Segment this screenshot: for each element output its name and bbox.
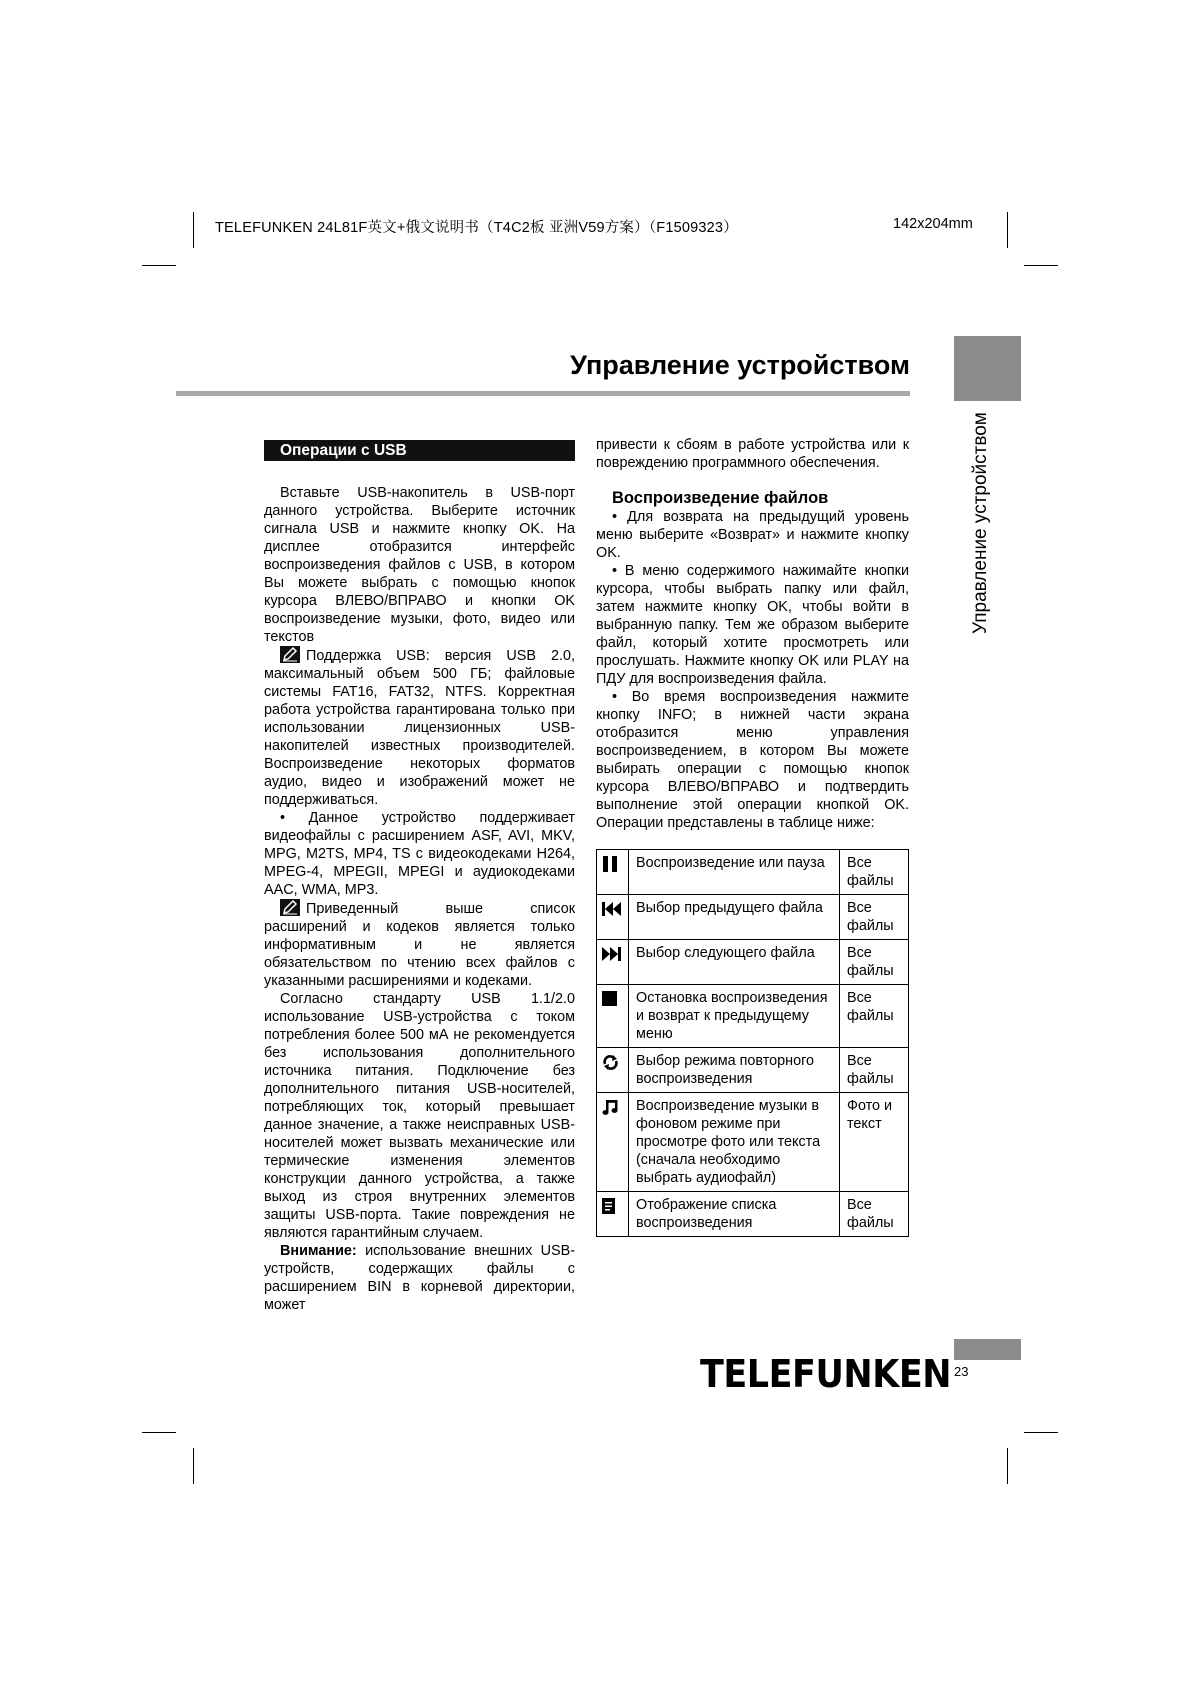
icon-cell — [597, 940, 629, 985]
bullet-item: • Во время воспроизведения нажмите кнопку INFO; в нижней части экрана отобразится меню управления воспроизведением, в котором Вы можете выбирать операции с помощью кнопок курсора ВЛЕВО/ВПРАВО и подтвердить выполнение этой операции кнопкой OK. Операции представлены в таблице ниже: — [596, 689, 909, 831]
action-cell: Остановка воспроизведения и возврат к предыдущему меню — [629, 985, 840, 1048]
side-tab-label: Управление устройством — [970, 412, 991, 634]
previous-icon — [602, 901, 622, 917]
page-number: 23 — [954, 1364, 969, 1379]
crop-mark — [193, 1448, 194, 1484]
warning-label: Внимание: — [280, 1243, 357, 1259]
power-paragraph: Согласно стандарту USB 1.1/2.0 использование USB-устройства с током потребления более 500 мА не рекомендуется без использования дополнительного источника питания. Подключение без дополнительного питания USB-носителей, потребляющих ток, который превышает данное значение, а также неисправных USB-носителей может вызвать механические или термические изменения элементов конструкции данного устройства, а также выход из строя внутренних элементов защиты USB-порта. Такие повреждения не являются гарантийным случаем. — [264, 991, 575, 1241]
crop-mark — [1024, 1432, 1058, 1433]
table-row — [597, 850, 909, 895]
crop-mark — [1007, 1448, 1008, 1484]
icon-cell — [597, 985, 629, 1048]
stop-icon — [602, 991, 618, 1007]
section-title: Операции с USB — [264, 440, 575, 461]
note-paragraph: Приведенный выше список расширений и кодеков является только информативным и не является обязательством по чтению всех файлов с указанными расширениями и кодеками. — [264, 901, 575, 989]
next-icon — [602, 946, 622, 962]
print-header: TELEFUNKEN 24L81F英文+俄文说明书（T4C2板 亚洲V59方案）（F1509323） — [215, 220, 738, 236]
operations-table — [596, 849, 909, 1237]
icon-cell — [597, 1048, 629, 1093]
playlist-icon — [602, 1198, 617, 1215]
bullet-item: • В меню содержимого нажимайте кнопки курсора, чтобы выбрать папку или файл, затем нажмите кнопку OK, чтобы войти в выбранную папку. Тем же образом выберите файл, который хотите просмотреть или прослушать. Нажмите кнопку OK или PLAY на ПДУ для воспроизведения файла. — [596, 563, 909, 687]
action-cell: Отображение списка воспроизведения — [629, 1192, 840, 1237]
files-cell: Все файлы — [840, 850, 909, 895]
subheading: Воспроизведение файлов — [612, 489, 829, 507]
files-cell: Фото и текст — [840, 1093, 909, 1192]
page-title: Управление устройством — [570, 350, 910, 380]
files-cell: Все файлы — [840, 1192, 909, 1237]
side-tab — [954, 336, 1021, 401]
note-icon — [280, 646, 300, 663]
warning-paragraph: Внимание: использование внешних USB-устройств, содержащих файлы с расширением BIN в корневой директории, может — [264, 1243, 575, 1313]
table-row — [597, 940, 909, 985]
action-cell: Выбор режима повторного воспроизведения — [629, 1048, 840, 1093]
codec-bullet: • Данное устройство поддерживает видеофайлы с расширением ASF, AVI, MKV, MPG, M2TS, MP4, TS с видеокодеками H264, MPEG-4, MPEGII, MPEGI и аудиокодеками AAC, WMA, MP3. — [264, 810, 575, 898]
note-icon — [280, 899, 300, 916]
title-rule — [176, 391, 910, 396]
print-size: 142x204mm — [893, 216, 973, 232]
crop-mark — [1007, 212, 1008, 248]
files-cell: Все файлы — [840, 985, 909, 1048]
right-column — [596, 436, 909, 832]
table-row — [597, 985, 909, 1048]
left-column — [264, 484, 575, 1314]
action-cell: Воспроизведение музыки в фоновом режиме при просмотре фото или текста (сначала необходимо выбрать аудиофайл) — [629, 1093, 840, 1192]
continuation-paragraph: привести к сбоям в работе устройства или к повреждению программного обеспечения. — [596, 437, 909, 471]
action-cell: Воспроизведение или пауза — [629, 850, 840, 895]
brand-logo: TELEFUNKEN — [700, 1352, 952, 1396]
repeat-icon — [602, 1054, 619, 1071]
table-row — [597, 1048, 909, 1093]
table-row — [597, 1192, 909, 1237]
page-tab — [954, 1339, 1021, 1360]
icon-cell — [597, 1192, 629, 1237]
action-cell: Выбор следующего файла — [629, 940, 840, 985]
icon-cell — [597, 895, 629, 940]
crop-mark — [193, 212, 194, 248]
crop-mark — [1024, 265, 1058, 266]
files-cell: Все файлы — [840, 1048, 909, 1093]
crop-mark — [142, 265, 176, 266]
music-icon — [602, 1099, 619, 1116]
crop-mark — [142, 1432, 176, 1433]
icon-cell — [597, 1093, 629, 1192]
play-pause-icon — [602, 856, 619, 873]
action-cell: Выбор предыдущего файла — [629, 895, 840, 940]
icon-cell — [597, 850, 629, 895]
table-row — [597, 1093, 909, 1192]
bullet-item: • Для возврата на предыдущий уровень меню выберите «Возврат» и нажмите кнопку OK. — [596, 509, 909, 561]
intro-paragraph: Вставьте USB-накопитель в USB-порт данного устройства. Выберите источник сигнала USB и нажмите кнопку OK. На дисплее отобразится интерфейс воспроизведения файлов с USB, в котором Вы можете выбрать с помощью кнопок курсора ВЛЕВО/ВПРАВО и кнопки OK воспроизведение музыки, фото, видео или текстов — [264, 485, 575, 645]
note-paragraph: Поддержка USB: версия USB 2.0, максимальный объем 500 ГБ; файловые системы FAT16, FAT32, NTFS. Корректная работа устройства гарантирована только при использовании лицензионных USB-накопителей известных производителей. Воспроизведение некоторых форматов аудио, видео и изображений может не поддерживаться. — [264, 648, 575, 808]
files-cell: Все файлы — [840, 895, 909, 940]
files-cell: Все файлы — [840, 940, 909, 985]
table-row — [597, 895, 909, 940]
